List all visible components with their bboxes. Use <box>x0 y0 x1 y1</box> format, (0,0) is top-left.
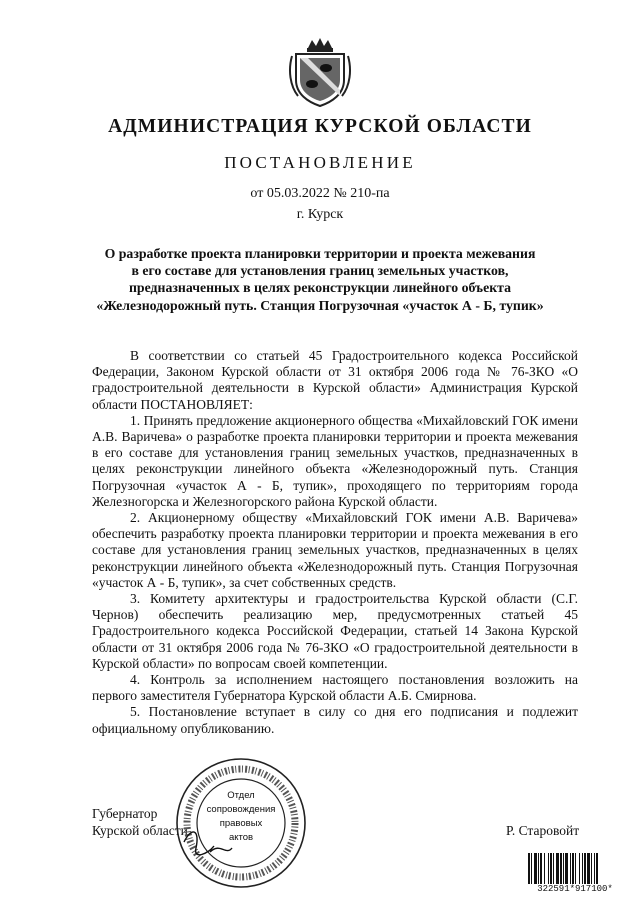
barcode-bar <box>538 853 539 884</box>
barcode-bar <box>594 853 595 884</box>
barcode-bar <box>528 853 530 884</box>
organization-name: АДМИНИСТРАЦИЯ КУРСКОЙ ОБЛАСТИ <box>108 116 532 137</box>
barcode-bar <box>591 853 592 884</box>
title-line: в его составе для установления границ земельных участков, <box>131 263 509 279</box>
barcode-bar <box>587 853 590 884</box>
body-paragraph-1: 1. Принять предложение акционерного общества «Михайловский ГОК имени А.В. Варичева» о разработке проекта планировки территории и проекта межевания в его составе для установления границ земельных участков, предназначенных в целях реконструкции линейного объекта «Железнодорожный путь. Станция Погрузочная «участок А - Б, тупик», проходящего по территориям города Железногорска и Железногорского района Курской области. <box>92 412 578 509</box>
barcode-bar <box>544 853 545 884</box>
stamp-line: актов <box>228 832 254 843</box>
body-paragraph-preamble: В соответствии со статьей 45 Градостроительного кодекса Российской Федерации, Законом Курской области от 31 октября 2006 года № 76-ЗКО «О градостроительной деятельности в Курской области» Администрация Курской области ПОСТАНОВЛЯЕТ: <box>92 348 578 412</box>
barcode-bar <box>582 853 583 884</box>
barcode-bar <box>584 853 586 884</box>
barcode-bar <box>565 853 568 884</box>
coat-of-arms-icon <box>288 36 352 108</box>
barcode-bar <box>534 853 537 884</box>
signatory-name: Р. Старовойт <box>506 823 580 838</box>
body-paragraph-3: 3. Комитету архитектуры и градостроительства Курской области (С.Г. Чернов) обеспечить реализацию мер, предусмотренных статьей 45 Градостроительного кодекса Российской Федерации, статьей 14 Закона Курской области от 31 октября 2006 года № 76-ЗКО «О градостроительной деятельности в Курской области» по вопросам своей компетенции. <box>92 591 578 671</box>
body-paragraph-4: 4. Контроль за исполнением настоящего постановления возложить на первого заместителя Губернатора Курской области А.Б. Смирнова. <box>92 672 578 704</box>
document-date-number: от 05.03.2022 № 210-па <box>250 186 390 201</box>
barcode-bar <box>553 853 554 884</box>
barcode-bar <box>548 853 549 884</box>
barcode-bar <box>572 853 574 884</box>
barcode-bar <box>531 853 532 884</box>
document-body <box>92 348 578 737</box>
barcode-bar <box>575 853 576 884</box>
stamp-line: сопровождения <box>206 804 276 815</box>
title-line: предназначенных в целях реконструкции линейного объекта <box>128 280 512 296</box>
barcode-bar <box>550 853 552 884</box>
barcode-bar <box>540 853 542 884</box>
document-title <box>60 245 580 314</box>
barcode-bar <box>556 853 559 884</box>
body-paragraph-5: 5. Постановление вступает в силу со дня его подписания и подлежит официальному опубликованию. <box>92 704 578 736</box>
barcode-bar <box>560 853 562 884</box>
stamp-line: правовых <box>219 818 263 829</box>
barcode-bar <box>563 853 564 884</box>
signatory-position-line: Губернатор <box>92 806 158 821</box>
document-city: г. Курск <box>296 207 344 222</box>
stamp-icon <box>174 756 308 890</box>
barcode-number: 322591*917100* <box>528 884 622 894</box>
barcode-bar <box>579 853 580 884</box>
title-line: «Железнодорожный путь. Станция Погрузочная «участок А - Б, тупик» <box>96 297 544 313</box>
barcode-bar <box>596 853 598 884</box>
body-paragraph-2: 2. Акционерному обществу «Михайловский ГОК имени А.В. Варичева» обеспечить разработку проекта планировки территории и проекта межевания в его составе для установления границ земельных участков, предназначенных в целях реконструкции линейного объекта «Железнодорожный путь. Станция Погрузочная «участок А - Б, тупик», за счет собственных средств. <box>92 510 578 590</box>
signatory-position-line: Курской области <box>92 822 188 838</box>
title-line: О разработке проекта планировки территории и проекта межевания <box>104 246 536 261</box>
stamp-line: Отдел <box>227 790 255 801</box>
document-type: ПОСТАНОВЛЕНИЕ <box>224 153 416 172</box>
barcode-bar <box>570 853 571 884</box>
